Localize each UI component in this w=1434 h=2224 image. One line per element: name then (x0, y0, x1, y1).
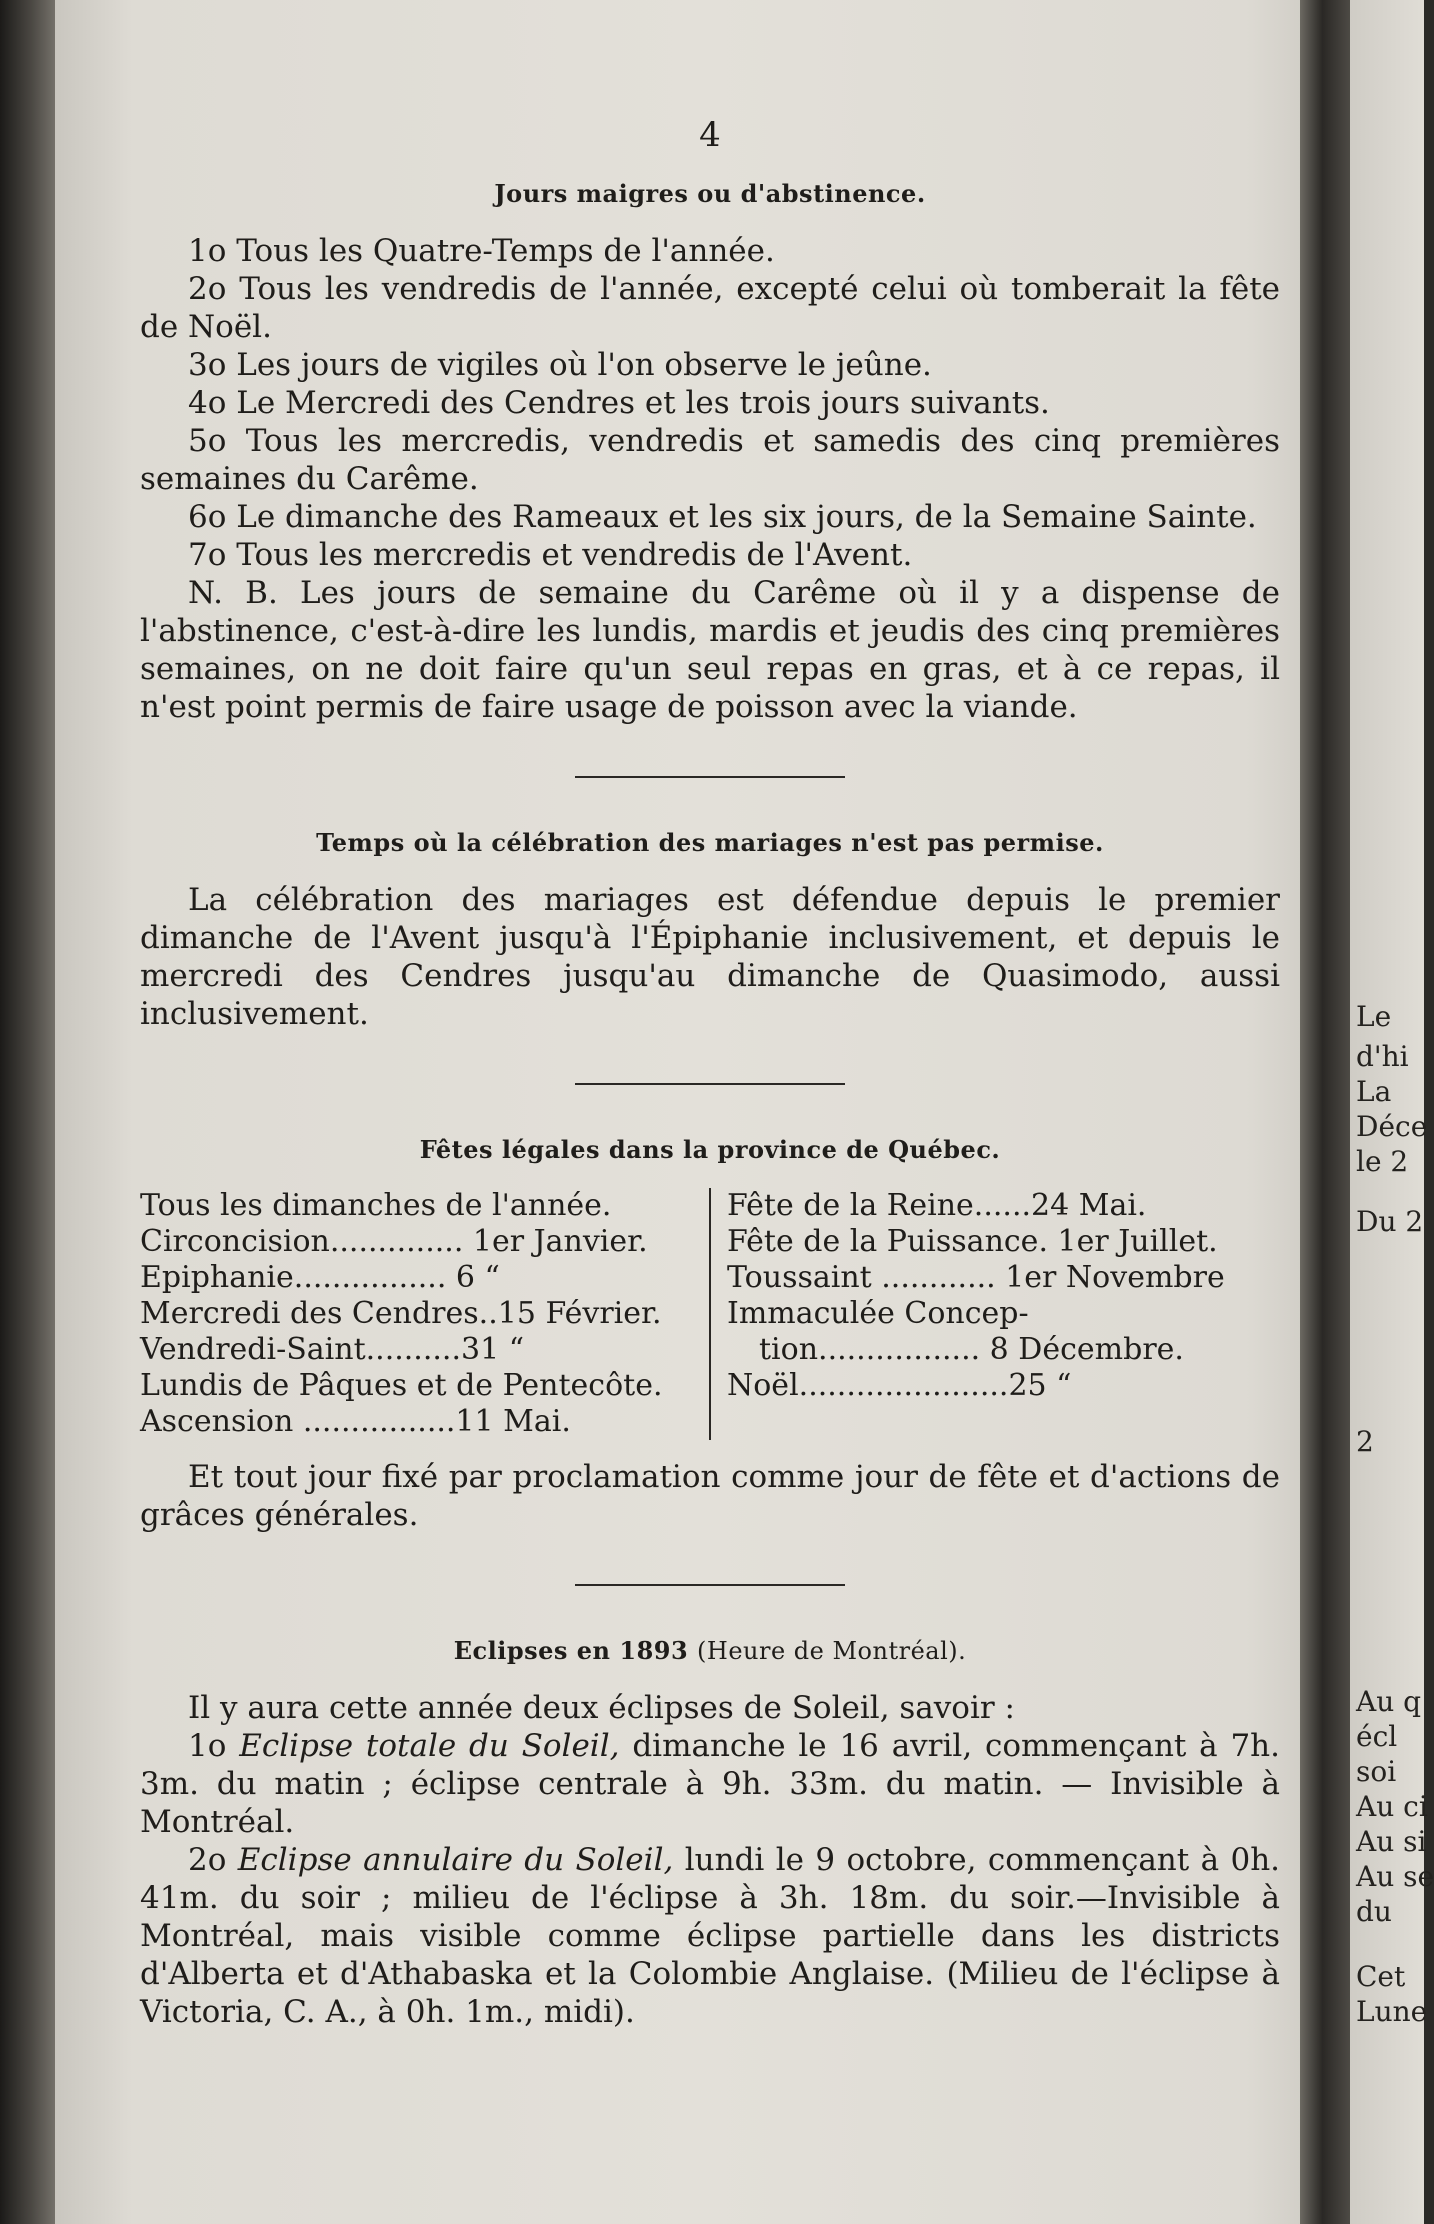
abstinence-item: 2o Tous les vendredis de l'année, excepté celui où tomberait la fête de Noël. (140, 271, 1280, 345)
marriage-text: La célébration des mariages est défendue depuis le premier dimanche de l'Avent jusqu'à l'Épiphanie inclusivement, et depuis le mercredi des Cendres jusqu'au dimanche de Quasimodo, aussi inclusivement. (140, 882, 1280, 1032)
eclipse-item (140, 1841, 1280, 2031)
facing-fragment: Au ci (1356, 1790, 1428, 1823)
facing-fragment: Au q (1356, 1685, 1422, 1718)
eclipse-details: dimanche le 16 avril, commençant à 7h. 3m. du matin ; éclipse centrale à 9h. 33m. du matin. — Invisible à Montréal. (140, 1728, 1281, 1840)
section-divider (575, 1584, 845, 1586)
eclipse-number: 2o (188, 1842, 227, 1878)
facing-fragment: soi (1356, 1755, 1397, 1788)
facing-fragment: écl (1356, 1720, 1398, 1753)
holiday-line: Noël......................25 “ (727, 1368, 1072, 1403)
holidays-right-column (711, 1188, 1280, 1440)
abstinence-section (140, 179, 1280, 726)
abstinence-item: 7o Tous les mercredis et vendredis de l'Avent. (188, 537, 913, 573)
holiday-line: Fête de la Reine......24 Mai. (727, 1188, 1147, 1223)
facing-page-edge (1350, 0, 1434, 2224)
holiday-line: tion................. 8 Décembre. (759, 1332, 1184, 1367)
section-divider (575, 1083, 845, 1085)
facing-fragment: du (1356, 1895, 1392, 1928)
holiday-line: Toussaint ............ 1er Novembre (727, 1260, 1225, 1295)
eclipse-number: 1o (188, 1728, 227, 1764)
holiday-line: Immaculée Concep- (727, 1296, 1029, 1331)
section-divider (575, 776, 845, 778)
eclipse-item (140, 1727, 1280, 1841)
holidays-left-column (140, 1188, 711, 1440)
facing-fragment: Cet (1356, 1960, 1406, 1993)
holidays-table (140, 1188, 1280, 1440)
holiday-line: Epiphanie................ 6 “ (140, 1260, 500, 1295)
facing-fragment: Lune (1356, 1995, 1428, 2028)
abstinence-item: 1o Tous les Quatre-Temps de l'année. (188, 233, 775, 269)
abstinence-note: N. B. Les jours de semaine du Carême où il y a dispense de l'abstinence, c'est-à-dire les lundis, mardis et jeudis des cinq premières semaines, on ne doit faire qu'un seul repas en gras, et à ce repas, il n'est point permis de faire usage de poisson avec la viande. (140, 575, 1280, 725)
marriage-section (140, 828, 1280, 1033)
holidays-heading: Fêtes légales dans la province de Québec. (419, 1135, 1001, 1164)
abstinence-heading: Jours maigres ou d'abstinence. (494, 179, 926, 208)
facing-fragment: le 2 (1356, 1145, 1409, 1178)
holiday-line: Tous les dimanches de l'année. (140, 1188, 612, 1223)
holiday-line: Mercredi des Cendres..15 Février. (140, 1296, 662, 1331)
eclipse-name: Eclipse annulaire du Soleil, (237, 1842, 674, 1878)
page-content (140, 115, 1280, 2031)
holiday-line: Circoncision.............. 1er Janvier. (140, 1224, 648, 1259)
eclipses-heading-note: (Heure de Montréal). (697, 1637, 967, 1665)
eclipses-intro: Il y aura cette année deux éclipses de Soleil, savoir : (188, 1690, 1015, 1726)
facing-fragment: Du 2 (1356, 1205, 1424, 1238)
holiday-line: Vendredi-Saint..........31 “ (140, 1332, 525, 1367)
marriage-heading: Temps où la célébration des mariages n'est pas permise. (316, 828, 1104, 857)
holiday-line: Fête de la Puissance. 1er Juillet. (727, 1224, 1218, 1259)
holiday-line: Lundis de Pâques et de Pentecôte. (140, 1368, 663, 1403)
book-gutter (1300, 0, 1350, 2224)
facing-fragment: Au se (1356, 1860, 1434, 1893)
facing-fragment: Le (1356, 1000, 1392, 1033)
eclipses-section (140, 1636, 1280, 2031)
eclipse-name: Eclipse totale du Soleil, (239, 1728, 620, 1764)
facing-fragment: 2 (1356, 1425, 1374, 1458)
abstinence-item: 4o Le Mercredi des Cendres et les trois jours suivants. (188, 385, 1050, 421)
eclipses-heading (140, 1636, 1280, 1665)
eclipses-heading-bold: Eclipses en 1893 (453, 1636, 689, 1665)
abstinence-item: 6o Le dimanche des Rameaux et les six jours, de la Semaine Sainte. (188, 499, 1257, 535)
abstinence-item: 5o Tous les mercredis, vendredis et samedis des cinq premières semaines du Carême. (140, 423, 1280, 497)
facing-fragment: d'hi (1356, 1040, 1409, 1073)
page-number: 4 (699, 115, 721, 155)
facing-fragment: La (1356, 1075, 1392, 1108)
eclipse-details: lundi le 9 octobre, commençant à 0h. 41m. du soir ; milieu de l'éclipse à 3h. 18m. du soir.—Invisible à Montréal, mais visible comme éclipse partielle dans les districts d'Alberta et d'Athabaska et la Colombie Anglaise. (Milieu de l'éclipse à Victoria, C. A., à 0h. 1m., midi). (140, 1842, 1281, 2030)
holidays-section (140, 1135, 1280, 1534)
abstinence-item: 3o Les jours de vigiles où l'on observe le jeûne. (188, 347, 932, 383)
facing-fragment: Au si (1356, 1825, 1427, 1858)
holiday-line: Ascension ................11 Mai. (140, 1404, 571, 1439)
facing-fragment: Déce (1356, 1110, 1428, 1143)
holidays-note: Et tout jour fixé par proclamation comme jour de fête et d'actions de grâces générales. (140, 1459, 1280, 1533)
